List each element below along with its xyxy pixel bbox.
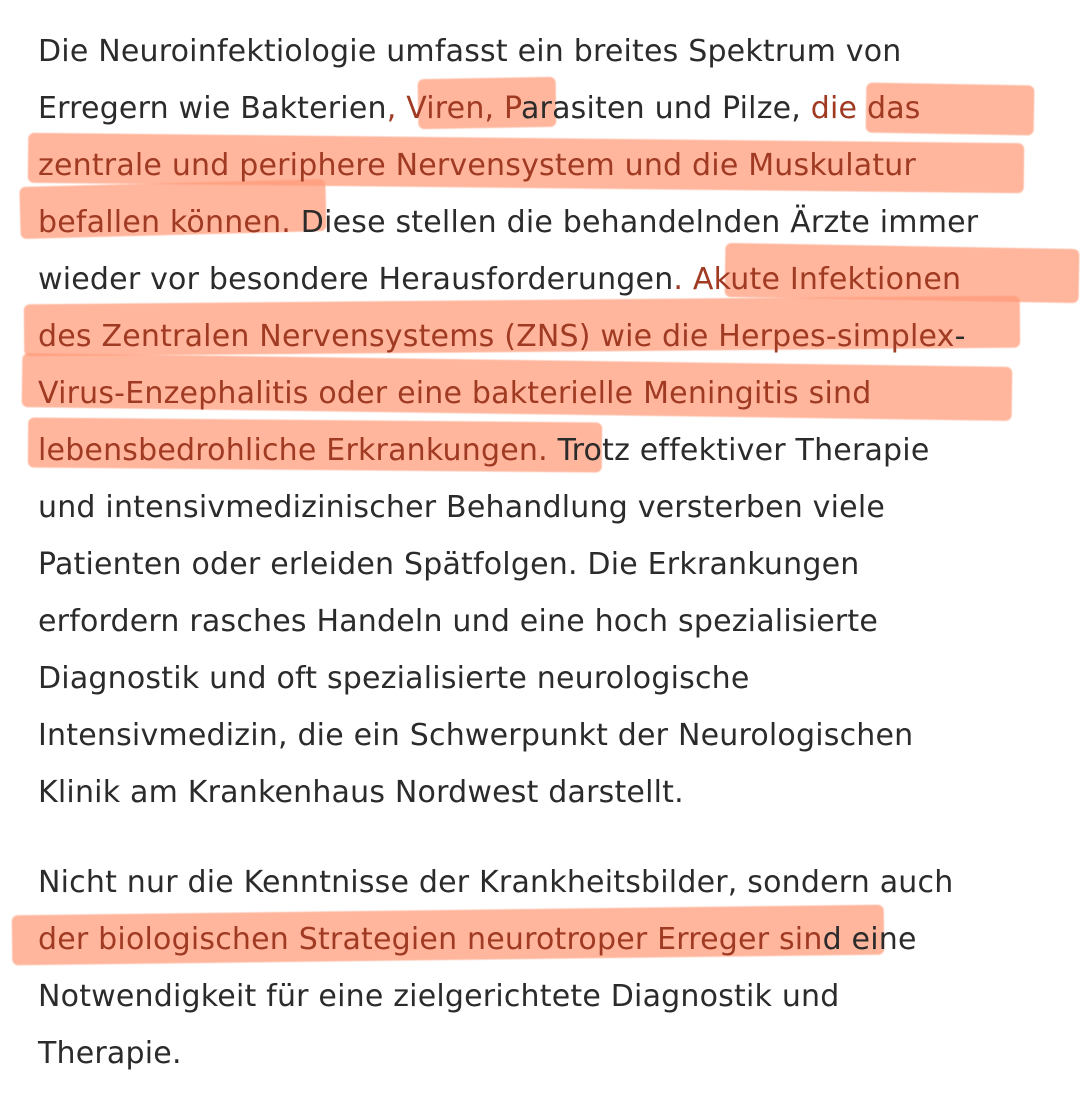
text-line bbox=[38, 650, 1078, 707]
text-line bbox=[38, 194, 1078, 251]
text-line bbox=[38, 854, 1078, 911]
text-line bbox=[38, 479, 1078, 536]
text-segment: wieder vor besondere Herausforderungen bbox=[38, 262, 674, 297]
text-line bbox=[38, 536, 1078, 593]
highlighted-text: . Akute Infektionen bbox=[673, 262, 962, 297]
highlighted-text: lebensbedrohliche Erkrankungen. bbox=[38, 433, 558, 468]
text-segment: Diese stellen die behandelnden Ärzte immer bbox=[300, 205, 979, 240]
text-line bbox=[38, 137, 1078, 194]
text-segment: Diagnostik und oft spezialisierte neurologische bbox=[38, 661, 750, 696]
text-segment: Notwendigkeit für eine zielgerichtete Diagnostik und bbox=[38, 979, 840, 1014]
highlighted-text: zentrale und periphere Nervensystem und die Muskulatur bbox=[38, 148, 917, 183]
text-line bbox=[38, 422, 1078, 479]
text-segment: Trotz effektiver Therapie bbox=[557, 433, 930, 468]
text-line bbox=[38, 251, 1078, 308]
text-line bbox=[38, 23, 1078, 80]
text-line bbox=[38, 911, 1078, 968]
text-segment: Therapie. bbox=[38, 1036, 182, 1071]
text-segment: Die Neuroinfektiologie umfasst ein breites Spektrum von bbox=[38, 34, 902, 69]
highlighted-text: die das bbox=[810, 91, 921, 126]
text-line bbox=[38, 593, 1078, 650]
document-body bbox=[38, 23, 1078, 1082]
text-line bbox=[38, 764, 1078, 821]
text-line bbox=[38, 1025, 1078, 1082]
text-line bbox=[38, 365, 1078, 422]
text-line bbox=[38, 968, 1078, 1025]
text-segment: Intensivmedizin, die ein Schwerpunkt der Neurologischen bbox=[38, 718, 914, 753]
paragraph bbox=[38, 854, 1078, 1082]
highlighted-text: befallen können. bbox=[38, 205, 301, 240]
text-segment: arasiten und Pilze, bbox=[520, 91, 811, 126]
text-segment: Nicht nur die Kenntnisse der Krankheitsbilder, sondern auch bbox=[38, 865, 954, 900]
text-line bbox=[38, 707, 1078, 764]
text-segment: erfordern rasches Handeln und eine hoch spezialisierte bbox=[38, 604, 879, 639]
text-segment: Erregern wie Bakterien bbox=[38, 91, 387, 126]
text-segment: Klinik am Krankenhaus Nordwest darstellt. bbox=[38, 775, 684, 810]
text-segment: Patienten oder erleiden Spätfolgen. Die Erkrankungen bbox=[38, 547, 860, 582]
text-segment: d eine bbox=[822, 922, 917, 957]
highlighted-text: Virus-Enzephalitis oder eine bakterielle Meningitis sind bbox=[38, 376, 872, 411]
text-segment: und intensivmedizinischer Behandlung versterben viele bbox=[38, 490, 886, 525]
text-line bbox=[38, 308, 1078, 365]
paragraph-gap bbox=[38, 821, 1078, 854]
text-segment: - bbox=[954, 319, 966, 354]
highlighted-text: , Viren, P bbox=[386, 91, 521, 126]
highlighted-text: der biologischen Strategien neurotroper Erreger sin bbox=[38, 922, 823, 957]
text-line bbox=[38, 80, 1078, 137]
paragraph bbox=[38, 23, 1078, 821]
highlighted-text: des Zentralen Nervensystems (ZNS) wie die Herpes-simplex bbox=[38, 319, 955, 354]
